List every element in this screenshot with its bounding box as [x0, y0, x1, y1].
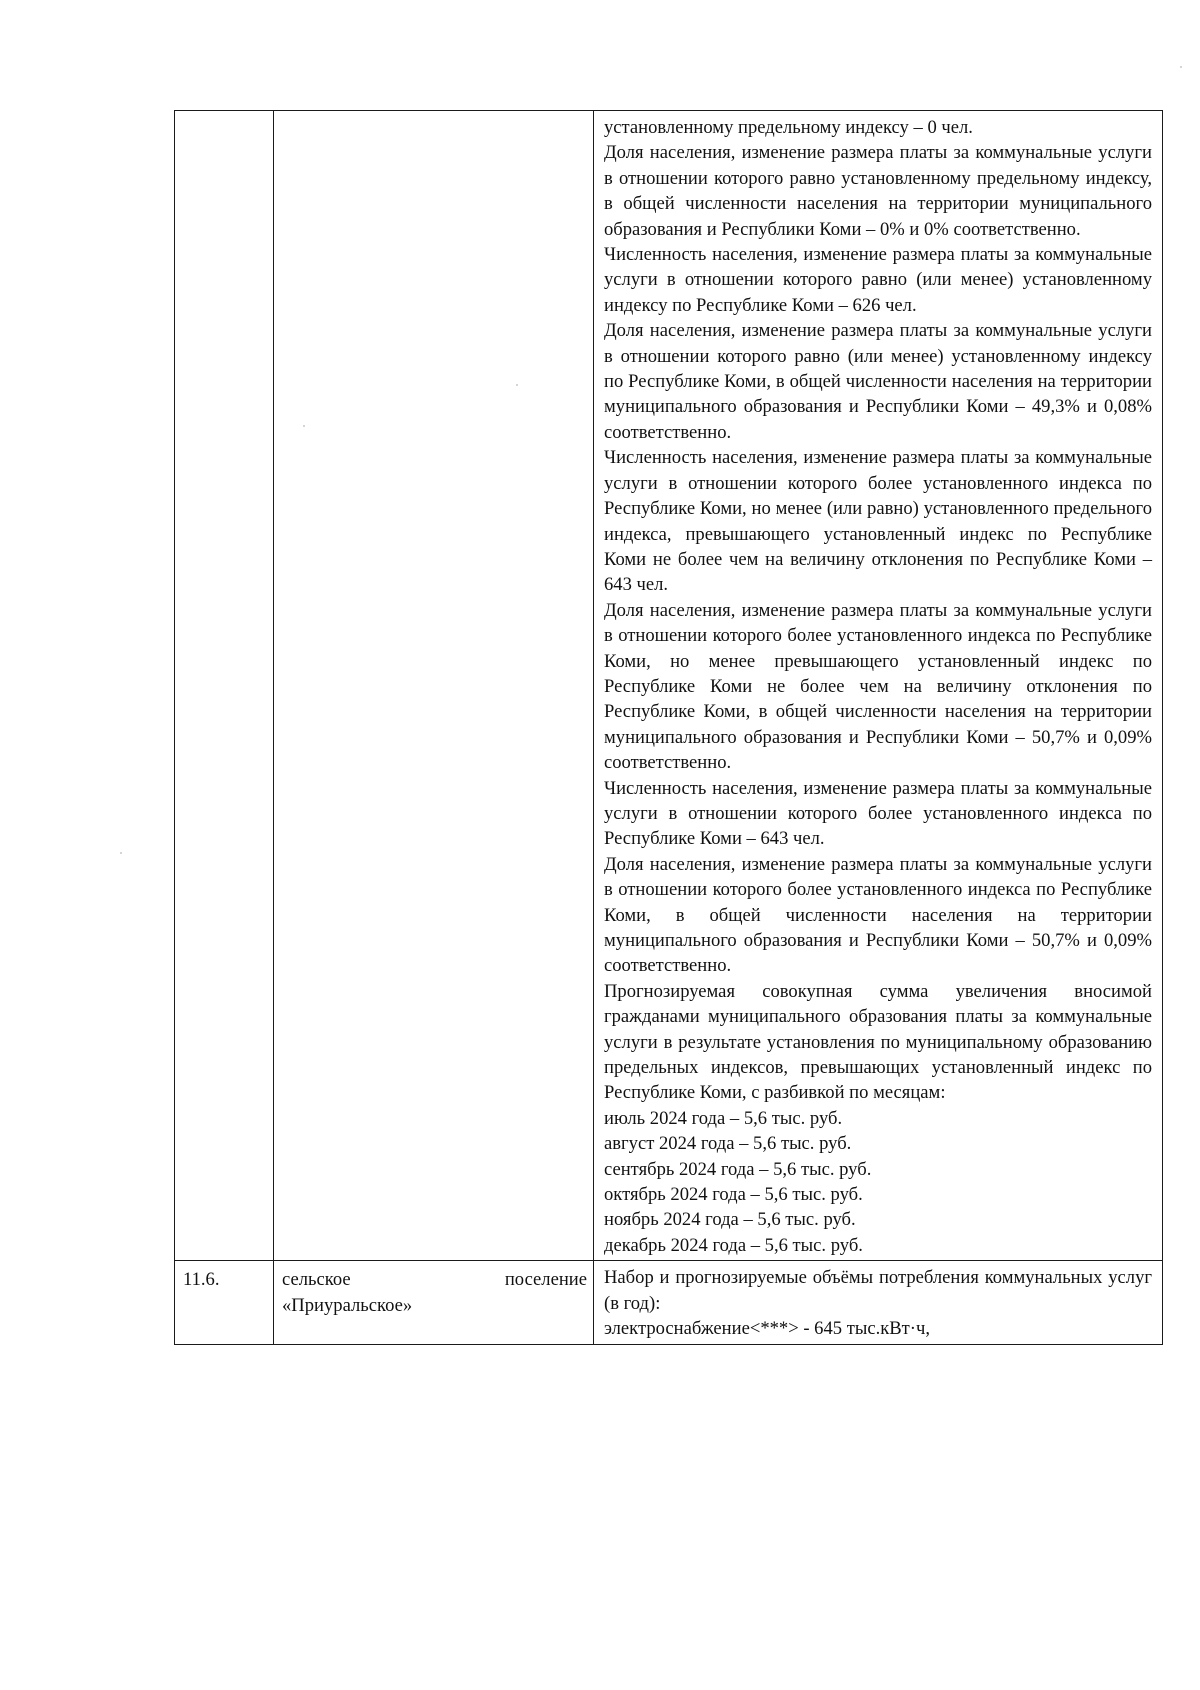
description-text [594, 111, 1162, 1260]
month-amount: июль 2024 года – 5,6 тыс. руб. [604, 1107, 843, 1129]
paragraph: Численность населения, изменение размера платы за коммунальные услуги в отношении которого более установленного индекса по Республике Коми – 643 чел. [604, 777, 1152, 850]
table-row [175, 1261, 1163, 1344]
paragraph: Численность населения, изменение размера платы за коммунальные услуги в отношении которого равно (или менее) установленному индексу по Республике Коми – 626 чел. [604, 244, 1152, 316]
scan-speck [1180, 66, 1182, 68]
month-amount: август 2024 года – 5,6 тыс. руб. [604, 1133, 852, 1155]
paragraph: Доля населения, изменение размера платы за коммунальные услуги в отношении которого равно установленному предельному индексу, в общей численности населения на территории муниципального образования и Республики Коми – 0% и 0% соответственно. [604, 142, 1152, 240]
row-number: 11.6. [183, 1269, 220, 1291]
municipality-type: сельское [282, 1269, 351, 1291]
description-cell [594, 111, 1163, 1261]
paragraph: Прогнозируемая совокупная сумма увеличения вносимой гражданами муниципального образования платы за коммунальные услуги в результате установления по муниципальному образованию предельных индексов, превышающих установленный индекс по Республике Коми, с разбивкой по месяцам: [604, 980, 1152, 1104]
municipality-cell [274, 1261, 594, 1344]
scan-speck [120, 852, 122, 854]
consumption-line: электроснабжение<***> - 645 тыс.кВт·ч, [604, 1318, 930, 1340]
paragraph: Доля населения, изменение размера платы за коммунальные услуги в отношении которого более установленного индекса по Республике Коми, но менее превышающего установленный индекс по Республике Коми не более чем на величину отклонения по Республике Коми, в общей численности населения на территории муниципального образования и Республики Коми – 50,7% и 0,09% соответственно. [604, 599, 1152, 774]
description-cell [594, 1261, 1163, 1344]
municipality-title: «Приуральское» [282, 1294, 413, 1316]
scan-speck [516, 384, 518, 386]
municipality-name [274, 1261, 593, 1320]
document-table [174, 110, 1163, 1345]
municipality-kind: поселение [504, 1269, 587, 1291]
municipality-cell [274, 111, 594, 1261]
paragraph: Численность населения, изменение размера платы за коммунальные услуги в отношении которого более установленного индекса по Республике Коми, но менее (или равно) установленного предельного индекса, превышающего установленный индекс по Республике Коми не более чем на величину отклонения по Республике Коми – 643 чел. [604, 447, 1152, 596]
month-amount: сентябрь 2024 года – 5,6 тыс. руб. [604, 1158, 872, 1180]
scan-speck [303, 425, 305, 427]
paragraph: установленному предельному индексу – 0 чел. [604, 117, 973, 138]
row-number-cell [175, 1261, 274, 1344]
paragraph: Набор и прогнозируемые объёмы потребления коммунальных услуг (в год): [604, 1267, 1152, 1314]
month-amount: октябрь 2024 года – 5,6 тыс. руб. [604, 1184, 863, 1206]
municipality-name [274, 111, 593, 119]
paragraph: Доля населения, изменение размера платы за коммунальные услуги в отношении которого равно (или менее) установленному индексу по Республике Коми, в общей численности населения на территории муниципального образования и Республики Коми – 49,3% и 0,08% соответственно. [604, 320, 1152, 443]
paragraph: Доля населения, изменение размера платы за коммунальные услуги в отношении которого более установленного индекса по Республике Коми, в общей численности населения на территории муниципального образования и Республики Коми – 50,7% и 0,09% соответственно. [604, 853, 1152, 977]
description-text [594, 1261, 1162, 1343]
month-amount: декабрь 2024 года – 5,6 тыс. руб. [604, 1234, 863, 1256]
month-amount: ноябрь 2024 года – 5,6 тыс. руб. [604, 1209, 856, 1231]
row-number [175, 111, 273, 119]
row-number-cell [175, 111, 274, 1261]
table-row [175, 111, 1163, 1261]
